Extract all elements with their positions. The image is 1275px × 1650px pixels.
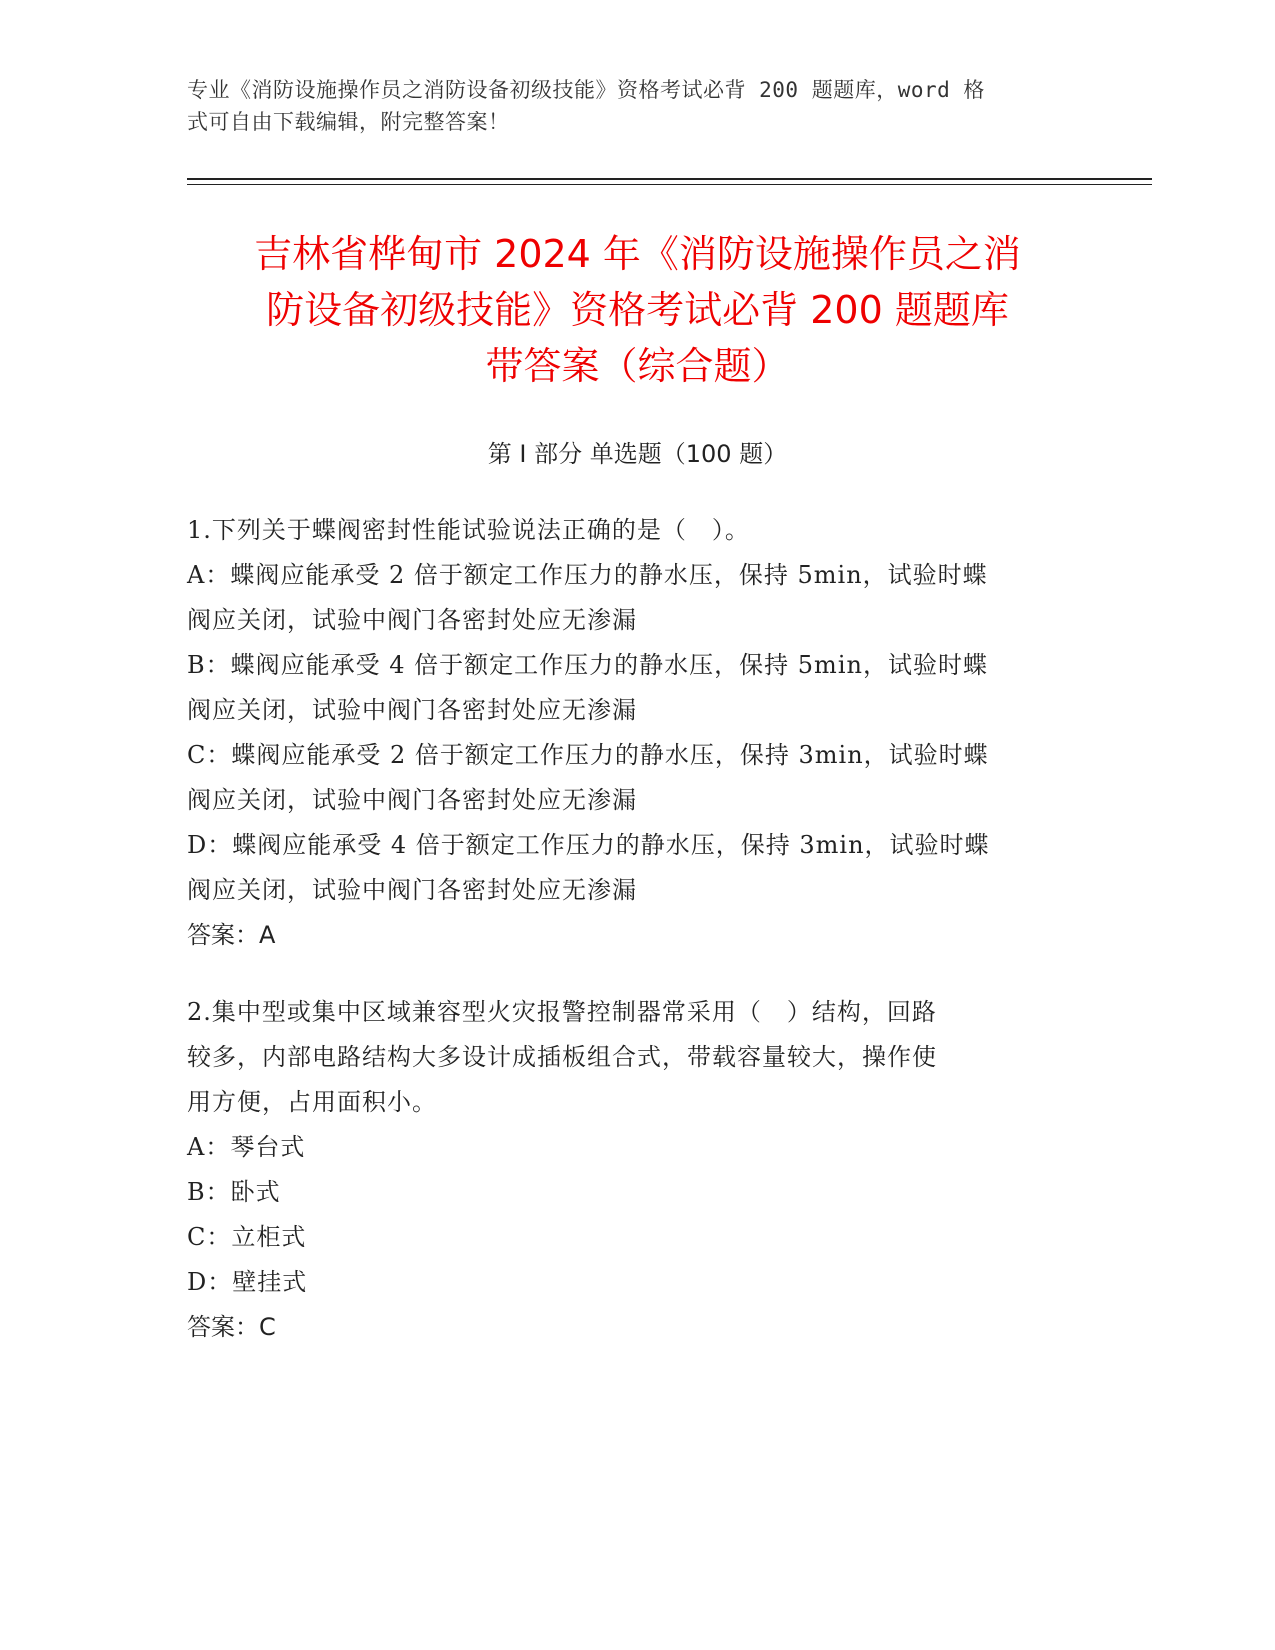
option-b-continued: 阀应关闭，试验中阀门各密封处应无渗漏 bbox=[187, 696, 637, 724]
answer-line: 答案：C bbox=[187, 1313, 276, 1341]
title-line: 吉林省桦甸市 2024 年《消防设施操作员之消 bbox=[254, 232, 1021, 276]
option-d: D：壁挂式 bbox=[187, 1268, 308, 1296]
option-d-continued: 阀应关闭，试验中阀门各密封处应无渗漏 bbox=[187, 876, 637, 904]
option-a-continued: 阀应关闭，试验中阀门各密封处应无渗漏 bbox=[187, 606, 637, 634]
title-line: 带答案（综合题） bbox=[485, 344, 790, 388]
header-divider-thick bbox=[187, 178, 1152, 180]
document-title bbox=[180, 226, 1095, 394]
option-b: B：蝶阀应能承受 4 倍于额定工作压力的静水压，保持 5min，试验时蝶 bbox=[187, 651, 988, 679]
answer-line: 答案：A bbox=[187, 921, 276, 949]
question-block bbox=[187, 990, 1087, 1350]
option-c: C：立柜式 bbox=[187, 1223, 307, 1251]
header-note-line: 式可自由下载编辑，附完整答案！ bbox=[187, 110, 510, 134]
option-c: C：蝶阀应能承受 2 倍于额定工作压力的静水压，保持 3min，试验时蝶 bbox=[187, 741, 989, 769]
question-stem: 1.下列关于蝶阀密封性能试验说法正确的是（ ）。 bbox=[187, 516, 750, 544]
header-note bbox=[187, 74, 1067, 138]
question-block bbox=[187, 508, 1087, 958]
title-line: 防设备初级技能》资格考试必背 200 题题库 bbox=[266, 288, 1009, 332]
option-c-continued: 阀应关闭，试验中阀门各密封处应无渗漏 bbox=[187, 786, 637, 814]
option-b: B：卧式 bbox=[187, 1178, 281, 1206]
question-stem-continued: 较多，内部电路结构大多设计成插板组合式，带载容量较大，操作使 bbox=[187, 1043, 937, 1071]
option-d: D：蝶阀应能承受 4 倍于额定工作压力的静水压，保持 3min，试验时蝶 bbox=[187, 831, 990, 859]
question-stem-continued: 用方便，占用面积小。 bbox=[187, 1088, 437, 1116]
option-a: A：蝶阀应能承受 2 倍于额定工作压力的静水压，保持 5min，试验时蝶 bbox=[187, 561, 988, 589]
header-divider-thin bbox=[187, 184, 1152, 185]
header-note-line: 专业《消防设施操作员之消防设备初级技能》资格考试必背 200 题题库，word 格 bbox=[187, 78, 985, 102]
option-a: A：琴台式 bbox=[187, 1133, 306, 1161]
question-stem: 2.集中型或集中区域兼容型火灾报警控制器常采用（ ）结构，回路 bbox=[187, 998, 937, 1026]
section-heading: 第 I 部分 单选题（100 题） bbox=[487, 440, 788, 468]
